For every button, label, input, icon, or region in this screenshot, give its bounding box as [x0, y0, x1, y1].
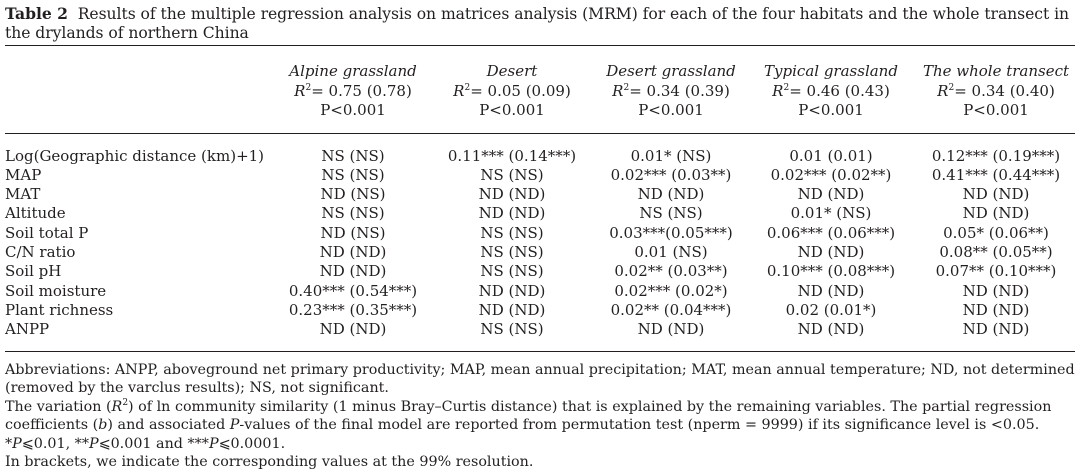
table-cell: ND (ND): [637, 185, 705, 204]
table-cell: 0.07** (0.10***): [935, 262, 1057, 281]
table-cell: ND (ND): [478, 300, 546, 319]
row-label: Altitude: [5, 204, 66, 223]
table-cell: ND (ND): [319, 243, 387, 261]
column-header-alpine: Alpine grassland $R^2= 0.75$ (0.78) P<0.001: [263, 62, 443, 121]
table-cell: NS (NS): [480, 243, 544, 261]
column-r2: = 0.34 (0.39): [629, 81, 730, 100]
header-rule: [5, 133, 1075, 134]
row-label: Log(Geographic distance (km)+1): [5, 146, 265, 165]
footnote-brackets: In brackets, we indicate the corresponding values at the 99% resolution.: [5, 454, 534, 471]
table-cell: ND (ND): [962, 204, 1030, 223]
table-cell: 0.06*** (0.06***): [766, 223, 896, 242]
column-name: The whole transect: [922, 62, 1070, 80]
column-p: <0.001: [648, 101, 704, 119]
footnote-abbreviations: Abbreviations: ANPP, aboveground net primary productivity; MAP, mean annual precipitation; MAT, mean annual temperature; ND, not determined (removed by the varclus results); NS, not significant.: [5, 362, 1075, 397]
table-cell: NS (NS): [480, 320, 544, 339]
table-cell: ND (ND): [319, 320, 387, 339]
column-header-desert-grassland: Desert grassland $R^2= 0.34$ (0.39) P<0.001: [581, 62, 761, 121]
column-r2: = 0.05 (0.09): [470, 81, 571, 100]
table-cell: 0.03***(0.05***): [609, 223, 733, 242]
table-cell: ND (ND): [637, 320, 705, 339]
column-name: Desert grassland: [606, 62, 736, 80]
table-cell: NS (NS): [321, 204, 385, 223]
table-cell: 0.12*** (0.19***): [931, 146, 1061, 165]
footnote-significance: *P⩽0.01, **P⩽0.001 and ***P⩽0.0001.: [5, 435, 286, 452]
footnote-variation: The variation $(R^2)$ of ln community similarity (1 minus Bray–Curtis distance) that is explained by the remaining variables. The partial regression coefficients (b) and associated P-values of the final model are reported from permutation test (nperm = 9999) if its significance level is <0.05.: [5, 398, 1052, 434]
row-label: MAP: [5, 165, 42, 184]
table-cell: ND (NS): [320, 185, 386, 204]
table-cell: NS (NS): [480, 165, 544, 184]
column-p: <0.001: [973, 101, 1029, 119]
row-label: Plant richness: [5, 300, 114, 319]
table-caption: [5, 4, 1077, 43]
top-rule: [5, 45, 1075, 46]
table-cell: 0.02*** (0.02*): [614, 281, 728, 300]
row-label: MAT: [5, 185, 41, 204]
column-header-typical-grassland: Typical grassland $R^2= 0.46$ (0.43) P<0.001: [741, 62, 921, 121]
row-label: Soil total P: [5, 223, 89, 242]
table-cell: NS (NS): [321, 146, 385, 165]
row-label: Soil pH: [5, 262, 62, 281]
column-p: <0.001: [330, 101, 386, 119]
table-label: Table 2: [5, 4, 68, 23]
table-cell: 0.08** (0.05**): [939, 243, 1053, 261]
table-cell: NS (NS): [321, 165, 385, 184]
table-cell: 0.02** (0.04***): [610, 300, 732, 319]
column-p: <0.001: [489, 101, 545, 119]
table-cell: ND (ND): [962, 281, 1030, 300]
table-cell: 0.02*** (0.03**): [610, 165, 732, 184]
column-r2: = 0.46 (0.43): [789, 81, 890, 100]
bottom-rule: [5, 351, 1075, 352]
table-cell: 0.02 (0.01*): [785, 300, 877, 319]
table-cell: NS (NS): [480, 223, 544, 242]
table-cell: ND (ND): [962, 300, 1030, 319]
table-cell: ND (ND): [962, 320, 1030, 339]
table-cell: 0.02*** (0.02**): [770, 165, 892, 184]
column-header-whole-transect: The whole transect $R^2= 0.34$ (0.40) P<0.001: [906, 62, 1080, 121]
table-cell: 0.41*** (0.44***): [931, 165, 1061, 184]
table-cell: ND (ND): [478, 281, 546, 300]
column-p: <0.001: [808, 101, 864, 119]
column-name: Desert: [486, 62, 538, 80]
table-cell: ND (ND): [319, 262, 387, 281]
table-cell: 0.05* (0.06**): [943, 223, 1049, 242]
table-cell: 0.01 (0.01): [789, 146, 873, 165]
row-label: ANPP: [5, 320, 50, 339]
table-cell: ND (ND): [797, 185, 865, 204]
table-cell: 0.11*** (0.14***): [447, 146, 577, 165]
table-cell: ND (ND): [797, 243, 865, 261]
table-cell: ND (ND): [962, 185, 1030, 204]
row-label: C/N ratio: [5, 243, 76, 261]
table-cell: NS (NS): [480, 262, 544, 281]
table-cell: 0.23*** (0.35***): [288, 300, 418, 319]
column-name: Typical grassland: [764, 62, 898, 80]
table-cell: 0.01* (NS): [790, 204, 872, 223]
column-r2: = 0.75 (0.78): [311, 81, 412, 100]
table-cell: 0.01* (NS): [630, 146, 712, 165]
table-cell: ND (NS): [320, 223, 386, 242]
table-cell: 0.40*** (0.54***): [288, 281, 418, 300]
column-r2: = 0.34 (0.40): [954, 81, 1055, 100]
table-cell: ND (ND): [478, 185, 546, 204]
table-cell: 0.10*** (0.08***): [766, 262, 896, 281]
table-cell: 0.01 (NS): [634, 243, 708, 261]
row-label: Soil moisture: [5, 281, 107, 300]
column-name: Alpine grassland: [289, 62, 417, 80]
table-cell: ND (ND): [797, 281, 865, 300]
table-footnotes: [5, 361, 1077, 471]
table-cell: NS (NS): [639, 204, 703, 223]
table-cell: 0.02** (0.03**): [614, 262, 728, 281]
table-cell: ND (ND): [797, 320, 865, 339]
column-header-desert: Desert $R^2= 0.05$ (0.09) P<0.001: [422, 62, 602, 121]
table-cell: ND (ND): [478, 204, 546, 223]
table-title: Results of the multiple regression analysis on matrices analysis (MRM) for each of the four habitats and the whole transect in the drylands of northern China: [5, 5, 1070, 42]
